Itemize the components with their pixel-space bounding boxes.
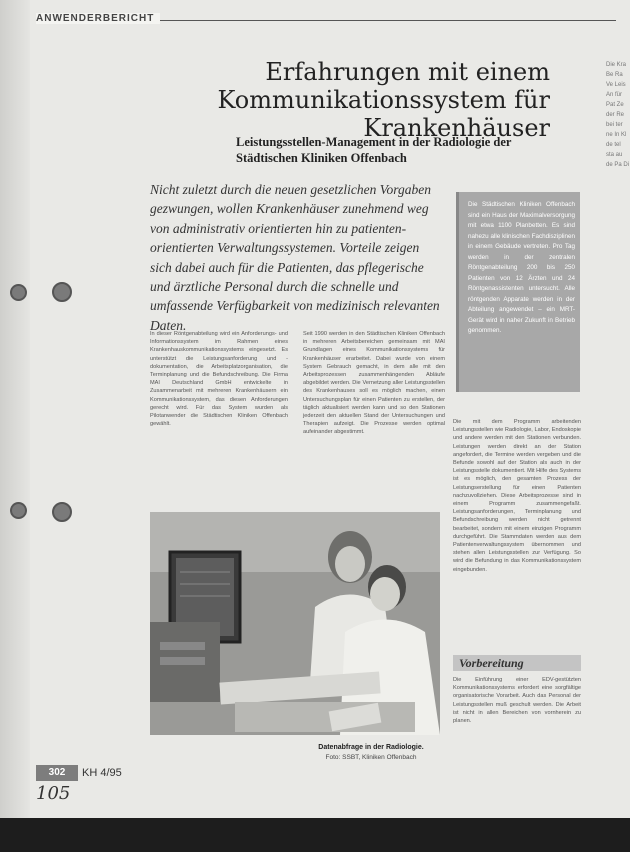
article-photo	[150, 512, 440, 735]
body-column-2: Seit 1990 werden in den Städtischen Kliniken Offenbach in mehreren Arbeitsbereichen gemeinsam mit MAI Grundlagen eines Kommunikationssystems für Krankenhäuser erarbeitet. Dabei wurde von einem System Gebrauch gemacht, in dem alle mit den Arbeitsprozessen zusammenhängenden Abläufe abgebildet werden. Die Vernetzung aller Leistungsstellen des Krankenhauses soll es möglich machen, einen Untersuchungsplan für einen Patienten zu erstellen, der täglich aktualisiert werden kann und so den Stationen jederzeit den aktuellen Stand der Untersuchungen und Therapien aufzeigt. Die Prozesse werden optimal aufeinander abgestimmt.	[303, 331, 445, 436]
binder-ring	[52, 502, 72, 522]
body-column-4: Die Einführung einer EDV-gestützten Kommunikationssystems erfordert eine sorgfältige organisatorische Vorarbeit. Auch das Personal der Leistungsstellen muß geschult werden. Die Arbeit ist nicht in allen Bereichen von vornherein zu planen.	[453, 677, 581, 725]
photo-caption: Datenabfrage in der Radiologie.	[318, 744, 424, 751]
binder-margin	[0, 0, 30, 852]
title-line-1: Erfahrungen mit einem	[265, 58, 550, 86]
radiology-photo-illustration	[150, 512, 440, 735]
body-column-1: In dieser Röntgenabteilung wird ein Anforderungs- und Informationssystem im Rahmen eines Krankenhauskommunikationssystems eingesetzt. Es unterstützt die Leistungsanforderung und -dokumentation, die Arbeitsplatzorganisation, die Terminplanung und die Befundschreibung. Die Firma MAI Deutschland GmbH entwickelte in Zusammenarbeit mit mehreren Krankenhäusern ein Kommunikationssystem, das diesen Anforderungen gerecht wird. Für das System wurden als Pilotanwender die Städtischen Kliniken Offenbach gewählt.	[150, 331, 288, 428]
body-column-3: Die mit dem Programm arbeitenden Leistungsstellen wie Radiologie, Labor, Endoskopie und andere werden mit den Stationen verbunden. Leistungen werden direkt an der Station angefordert, die Termine werden vergeben und die Befunde sowohl auf der Station als auch in der Leistungsstelle dokumentiert. Mit Hilfe des Systems ist es möglich, den gesamten Prozess der Leistungserstellung für einen Patienten nachzuvollziehen. Diese Arbeitsprozesse sind in einem Programm zusammengefaßt. Leistungsanforderungen, Terminplanung und Befundschreibung werden nicht getrennt bearbeitet, sondern mit einem einzigen Programm durchgeführt. Die Stammdaten werden aus dem Patientenverwaltungssystem übernommen und stehen allen Leistungsstellen zur Verfügung. So wird die Befundung in das Kommunikationssystem eingebunden.	[453, 419, 581, 573]
journal-issue: KH 4/95	[82, 767, 122, 779]
lead-paragraph: Nicht zuletzt durch die neuen gesetzlichen Vorgaben gezwungen, wollen Krankenhäuser zunehmend weg von administrativ orientierten hin zu patienten-orientierten Verwaltungssystemen. Vorteile zeigen sich dabei auch für die Patienten, das pflegerische und ärztliche Personal durch die schnelle und umfassende Verfügbarkeit von medizinisch relevanten Daten.	[150, 182, 440, 333]
title-line-2: Kommunikationssystem für Krankenhäuser	[217, 86, 550, 142]
subtitle-line-2: Städtischen Kliniken Offenbach	[236, 151, 407, 165]
handwritten-note: 105	[36, 783, 71, 804]
binder-ring	[52, 282, 72, 302]
scanner-bottom-edge	[0, 818, 630, 852]
section-heading: Vorbereitung	[453, 655, 581, 671]
adjacent-page-edge-text: Die Kra Be Ra Ve Leis An für Pat Ze der Re bei ter ne In Kl de tel sta au de Pa Di	[606, 62, 630, 168]
photo-credit: Foto: SSBT, Kliniken Offenbach	[325, 754, 417, 761]
subtitle-line-1: Leistungsstellen-Management in der Radiologie der	[236, 135, 512, 149]
section-header	[36, 8, 616, 24]
info-box: Die Städtischen Kliniken Offenbach sind ein Haus der Maximalversorgung mit etwa 1100 Planbetten. Es sind nahezu alle klinischen Fachdisziplinen in einem Gebäude vertreten. Pro Tag werden in der zentralen Röntgenabteilung 200 bis 250 Patienten von 12 Ärzten und 24 Röntgenassistenten untersucht. Alle röntgenden Apparate werden in der Abteilung angewendet – ein MRT-Gerät wird in naher Zukunft in Betrieb genommen.	[456, 192, 580, 392]
punch-hole	[10, 502, 27, 519]
page-number: 302	[36, 765, 78, 781]
article-subtitle	[236, 134, 556, 166]
punch-hole	[10, 284, 27, 301]
article-title	[120, 58, 550, 142]
section-header-label: ANWENDERBERICHT	[36, 13, 160, 24]
